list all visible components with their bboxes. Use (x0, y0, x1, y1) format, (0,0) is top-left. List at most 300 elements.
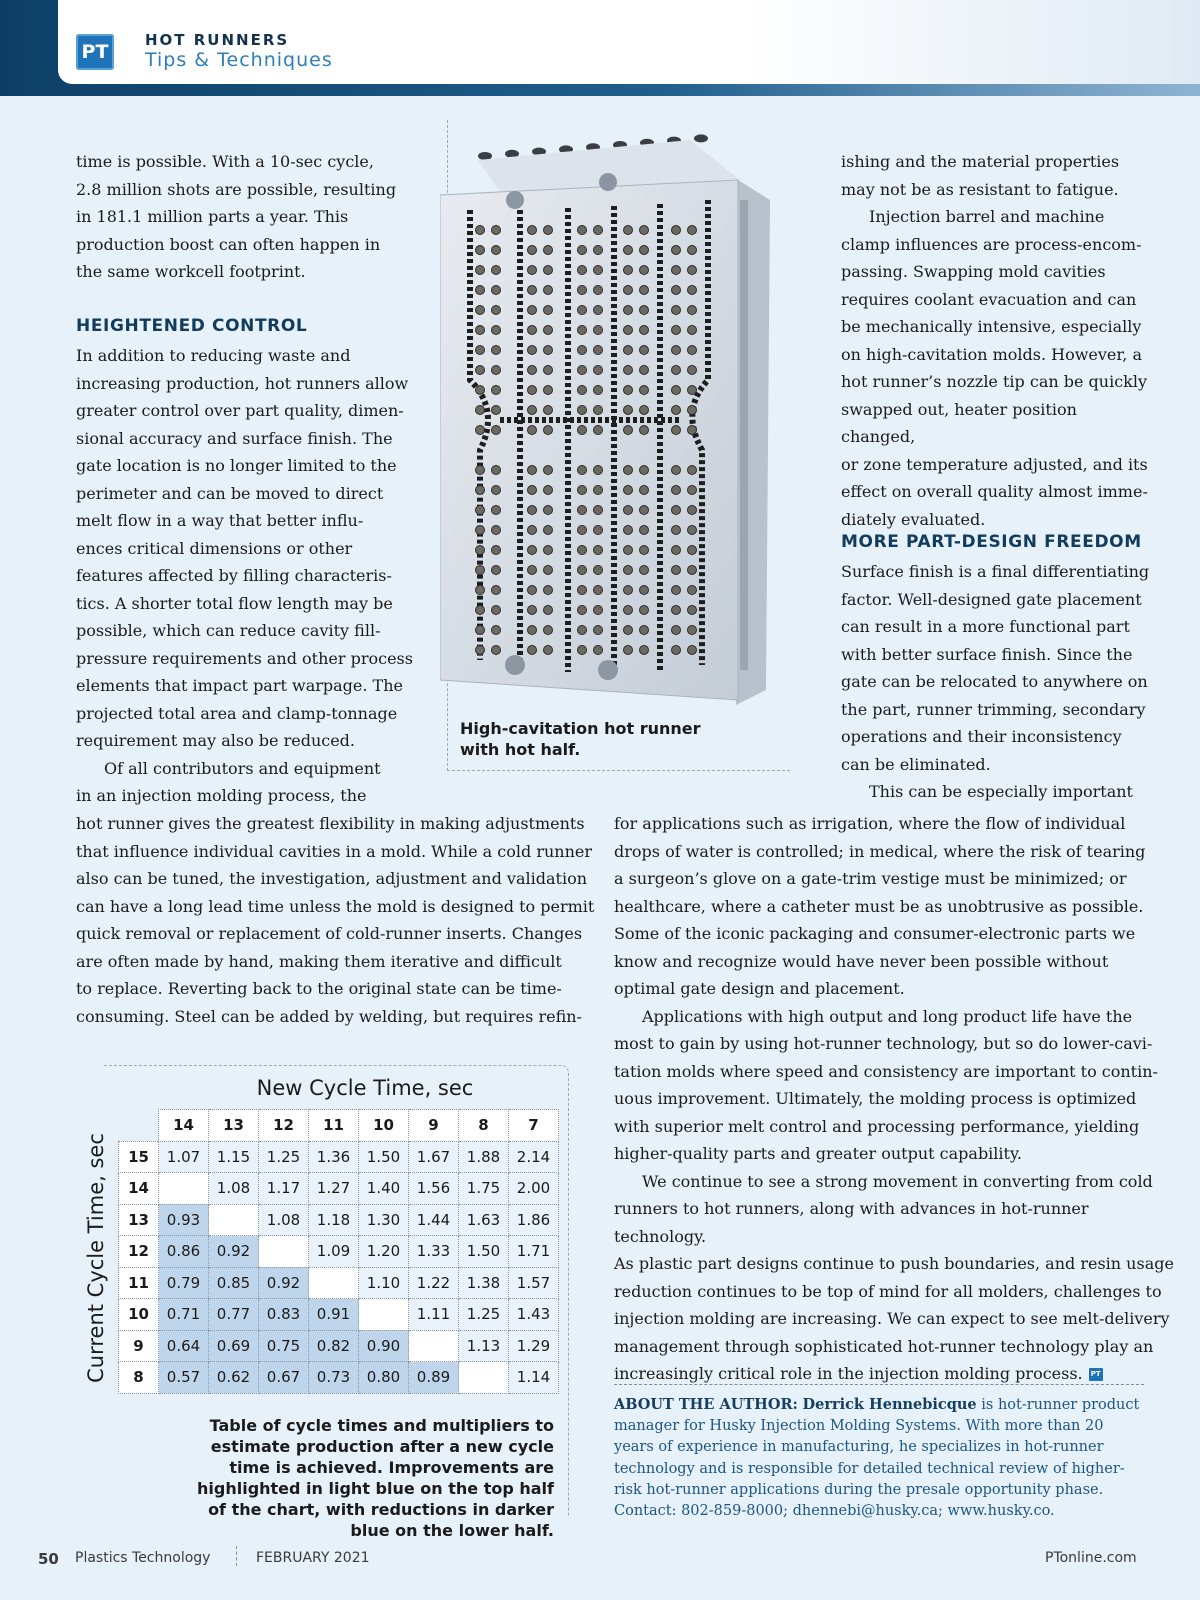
nozzle-tip (688, 246, 697, 255)
column-header: 12 (259, 1110, 309, 1142)
nozzle-tip (640, 386, 649, 395)
table-cell: 1.63 (459, 1204, 509, 1236)
author-label: ABOUT THE AUTHOR: (614, 1396, 798, 1413)
nozzle-tip (640, 506, 649, 515)
nozzle-tip (688, 546, 697, 555)
text-line: tation molds where speed and consistency are important to contin- (614, 1061, 1158, 1081)
nozzle-tip (688, 346, 697, 355)
nozzle-tip (544, 226, 553, 235)
nozzle-tip (476, 306, 485, 315)
text-line: requirement may also be reduced. (76, 731, 355, 750)
table-cell (209, 1204, 259, 1236)
nozzle-tip (476, 566, 485, 575)
nozzle-tip (594, 266, 603, 275)
nozzle-tip (476, 426, 485, 435)
nozzle-tip (476, 386, 485, 395)
nozzle-tip (594, 426, 603, 435)
text-line: possible, which can reduce cavity fill- (76, 621, 381, 640)
text-line: with superior melt control and processing performance, yielding (614, 1116, 1140, 1136)
magazine-name: Plastics Technology (75, 1550, 211, 1566)
table-cell: 1.36 (309, 1141, 359, 1173)
guide-post (598, 660, 618, 680)
nozzle-tip (594, 386, 603, 395)
table-cell: 1.29 (509, 1330, 559, 1362)
text-line: This can be especially important (869, 782, 1133, 801)
nozzle-tip (594, 286, 603, 295)
table-cell: 0.67 (259, 1362, 309, 1394)
nozzle-tip (492, 586, 501, 595)
nozzle-tip (640, 346, 649, 355)
nozzle-tip (640, 226, 649, 235)
nozzle-tip (528, 626, 537, 635)
text-line: quick removal or replacement of cold-runner inserts. Changes (76, 924, 583, 943)
nozzle-tip (476, 506, 485, 515)
nozzle-tip (624, 606, 633, 615)
table-cell: 1.67 (409, 1141, 459, 1173)
text-line: increasing production, hot runners allow (76, 373, 409, 393)
nozzle-tip (672, 346, 681, 355)
nozzle-tip (672, 326, 681, 335)
text-line: requires coolant evacuation and can (841, 289, 1137, 309)
table-cell: 0.80 (359, 1362, 409, 1394)
text-line: hot runner gives the greatest flexibility in making adjustments (76, 814, 585, 833)
nozzle-tip (578, 606, 587, 615)
text-line: for applications such as irrigation, where the flow of individual (614, 814, 1126, 833)
text-line: ishing and the material properties (841, 152, 1120, 171)
nozzle-tip (492, 426, 501, 435)
text-line: pressure requirements and other process (76, 648, 413, 668)
nozzle-tip (578, 426, 587, 435)
nozzle-tip (624, 386, 633, 395)
table-cell: 1.15 (209, 1141, 259, 1173)
table-cell: 0.79 (159, 1267, 209, 1299)
table-row (119, 1236, 559, 1268)
text-line: greater control over part quality, dimen- (76, 401, 404, 420)
table-cell (409, 1330, 459, 1362)
nozzle-tip (476, 226, 485, 235)
nozzle-tip (624, 326, 633, 335)
nozzle-tip (624, 246, 633, 255)
nozzle-tip (578, 566, 587, 575)
nozzle-tip (672, 606, 681, 615)
nozzle-tip (640, 286, 649, 295)
text-line: uous improvement. Ultimately, the molding process is optimized (614, 1089, 1137, 1108)
nozzle-tip (672, 286, 681, 295)
row-header: 8 (119, 1362, 159, 1394)
nozzle-tip (624, 366, 633, 375)
nozzle-tip (688, 326, 697, 335)
table-cell: 0.83 (259, 1299, 309, 1331)
table-caption: Table of cycle times and multipliers to estimate production after a new cycle time is achieved. Improvements are highlighted in light blue on the top half of the chart, with reductions in darker blue on the lower half. (197, 1416, 554, 1540)
table-cell: 1.57 (509, 1267, 559, 1299)
nozzle-tip (476, 286, 485, 295)
nozzle-tip (594, 606, 603, 615)
table-cell: 0.57 (159, 1362, 209, 1394)
text-line: consuming. Steel can be added by welding, but requires refin- (76, 1006, 582, 1026)
row-header: 11 (119, 1267, 159, 1299)
connector-cap (694, 134, 708, 142)
table-cell: 0.89 (409, 1362, 459, 1394)
nozzle-tip (624, 266, 633, 275)
table-cell: 0.64 (159, 1330, 209, 1362)
text-line: with better surface finish. Since the (841, 644, 1133, 664)
nozzle-tip (544, 486, 553, 495)
nozzle-tip (544, 266, 553, 275)
nozzle-tip (492, 266, 501, 275)
nozzle-tip (476, 586, 485, 595)
text-line: sional accuracy and surface finish. The (76, 428, 393, 448)
table-cell: 1.07 (159, 1141, 209, 1173)
nozzle-tip (544, 326, 553, 335)
column-header: 9 (409, 1110, 459, 1142)
author-name: Derrick Hennebicque (802, 1396, 977, 1413)
nozzle-tip (688, 646, 697, 655)
nozzle-tip (544, 466, 553, 475)
text-line: clamp influences are process-encom- (841, 234, 1142, 254)
author-bio: is hot-runner product manager for Husky Injection Molding Systems. With more than 20 years of experience in manufacturing, he specializes in hot-runner technology and is responsible for detailed technical review of higher-risk hot-runner applications during the presale opportunity phase. Contact: 802-859-8000; dhennebi@husky.ca; www.husky.co. (614, 1397, 1140, 1520)
nozzle-tip (624, 546, 633, 555)
nozzle-tip (578, 626, 587, 635)
text-line: Applications with high output and long product life have the (642, 1006, 1133, 1026)
nozzle-tip (476, 486, 485, 495)
table-cell (459, 1362, 509, 1394)
table-cell: 1.22 (409, 1267, 459, 1299)
text-line: Injection barrel and machine (869, 207, 1105, 226)
nozzle-tip (640, 566, 649, 575)
nozzle-tip (594, 306, 603, 315)
nozzle-tip (528, 486, 537, 495)
text-line: factor. Well-designed gate placement (841, 589, 1142, 609)
nozzle-tip (578, 406, 587, 415)
text-line: In addition to reducing waste and (76, 346, 351, 365)
nozzle-tip (594, 346, 603, 355)
nozzle-tip (640, 526, 649, 535)
nozzle-tip (528, 606, 537, 615)
nozzle-tip (640, 246, 649, 255)
nozzle-tip (544, 566, 553, 575)
nozzle-tip (492, 246, 501, 255)
table-cell: 1.71 (509, 1236, 559, 1268)
footer-separator (236, 1546, 237, 1566)
nozzle-tip (688, 606, 697, 615)
table-cell (359, 1299, 409, 1331)
text-line: higher-quality parts and greater output capability. (614, 1144, 1022, 1163)
nozzle-tip (476, 266, 485, 275)
nozzle-tip (492, 226, 501, 235)
nozzle-tip (640, 406, 649, 415)
nozzle-tip (528, 466, 537, 475)
nozzle-tip (476, 606, 485, 615)
nozzle-tip (544, 366, 553, 375)
nozzle-tip (476, 366, 485, 375)
nozzle-tip (594, 646, 603, 655)
text-line: reduction continues to be top of mind for all molders, challenges to (614, 1281, 1162, 1301)
nozzle-tip (544, 586, 553, 595)
nozzle-tip (688, 626, 697, 635)
table-cell: 0.85 (209, 1267, 259, 1299)
table-cell: 1.43 (509, 1299, 559, 1331)
nozzle-tip (528, 546, 537, 555)
text-line: the same workcell footprint. (76, 262, 306, 281)
nozzle-tip (528, 226, 537, 235)
right-column-wide (614, 810, 1174, 1388)
nozzle-tip (578, 286, 587, 295)
nozzle-tip (672, 246, 681, 255)
table-cell: 1.88 (459, 1141, 509, 1173)
nozzle-tip (688, 506, 697, 515)
text-line: the part, runner trimming, secondary (841, 699, 1146, 719)
text-line-end: increasingly critical role in the injection molding process. (614, 1364, 1083, 1383)
table-cell: 0.69 (209, 1330, 259, 1362)
table-cell: 1.20 (359, 1236, 409, 1268)
text-line: Of all contributors and equipment (104, 758, 381, 778)
nozzle-tip (544, 406, 553, 415)
nozzle-tip (492, 346, 501, 355)
nozzle-tip (624, 406, 633, 415)
side-rail (740, 200, 748, 670)
nozzle-tip (528, 386, 537, 395)
nozzle-tip (492, 546, 501, 555)
nozzle-tip (492, 566, 501, 575)
hot-runner-photo (440, 120, 790, 710)
right-column-top (841, 148, 1151, 533)
nozzle-tip (528, 646, 537, 655)
text-line: runners to hot runners, along with advances in hot-runner technology. (614, 1199, 1089, 1246)
nozzle-tip (492, 646, 501, 655)
text-line: tics. A shorter total flow length may be (76, 593, 393, 613)
table-cell: 0.90 (359, 1330, 409, 1362)
table-title: New Cycle Time, sec (256, 1076, 474, 1100)
nozzle-tip (476, 526, 485, 535)
text-line: also can be tuned, the investigation, adjustment and validation (76, 869, 588, 888)
text-line: can result in a more functional part (841, 617, 1130, 636)
nozzle-tip (624, 646, 633, 655)
text-line: diately evaluated. (841, 509, 986, 529)
nozzle-tip (624, 586, 633, 595)
table-cell: 1.18 (309, 1204, 359, 1236)
section-title: HOT RUNNERS (145, 31, 290, 49)
table-cell: 1.08 (209, 1173, 259, 1205)
nozzle-tip (528, 326, 537, 335)
nozzle-tip (492, 286, 501, 295)
table-row (119, 1173, 559, 1205)
nozzle-tip (672, 266, 681, 275)
table-cell: 1.08 (259, 1204, 309, 1236)
website: PTonline.com (1045, 1550, 1137, 1566)
table-cell: 0.77 (209, 1299, 259, 1331)
text-line: in 181.1 million parts a year. This (76, 207, 349, 226)
nozzle-tip (640, 426, 649, 435)
nozzle-tip (544, 546, 553, 555)
nozzle-tip (594, 546, 603, 555)
nozzle-tip (672, 466, 681, 475)
nozzle-tip (476, 626, 485, 635)
table-cell: 1.11 (409, 1299, 459, 1331)
nozzle-tip (688, 286, 697, 295)
nozzle-tip (578, 486, 587, 495)
table-row (119, 1299, 559, 1331)
text-line: drops of water is controlled; in medical, where the risk of tearing (614, 841, 1146, 861)
nozzle-tip (640, 646, 649, 655)
nozzle-tip (672, 646, 681, 655)
nozzle-tip (640, 306, 649, 315)
nozzle-tip (578, 466, 587, 475)
text-line: be mechanically intensive, especially (841, 317, 1142, 336)
nozzle-tip (640, 326, 649, 335)
table-cell: 0.92 (209, 1236, 259, 1268)
nozzle-tip (578, 646, 587, 655)
nozzle-tip (672, 306, 681, 315)
table-cell: 1.30 (359, 1204, 409, 1236)
heading-part-design-freedom: MORE PART-DESIGN FREEDOM (841, 532, 1142, 552)
table-cell: 2.00 (509, 1173, 559, 1205)
nozzle-tip (624, 306, 633, 315)
left-column-control (76, 342, 436, 810)
nozzle-tip (492, 406, 501, 415)
nozzle-tip (672, 506, 681, 515)
text-line: may not be as resistant to fatigue. (841, 179, 1119, 199)
table-cell: 1.17 (259, 1173, 309, 1205)
nozzle-tip (594, 506, 603, 515)
table-cell: 1.75 (459, 1173, 509, 1205)
table-cell: 0.91 (309, 1299, 359, 1331)
nozzle-tip (578, 546, 587, 555)
nozzle-tip (640, 266, 649, 275)
text-line: can be eliminated. (841, 754, 991, 774)
text-line: Surface finish is a final differentiating (841, 562, 1150, 581)
nozzle-tip (492, 626, 501, 635)
nozzle-tip (544, 646, 553, 655)
nozzle-tip (492, 606, 501, 615)
nozzle-tip (688, 426, 697, 435)
nozzle-tip (624, 566, 633, 575)
text-line: effect on overall quality almost imme- (841, 482, 1148, 501)
table-cell: 1.09 (309, 1236, 359, 1268)
text-line: optimal gate design and placement. (614, 979, 905, 998)
table-cell: 1.14 (509, 1362, 559, 1394)
table-cell: 1.27 (309, 1173, 359, 1205)
nozzle-tip (688, 566, 697, 575)
photo-caption: High-cavitation hot runner with hot half. (460, 719, 701, 759)
text-line: gate location is no longer limited to the (76, 456, 397, 475)
table-cell: 1.44 (409, 1204, 459, 1236)
table-cell: 0.75 (259, 1330, 309, 1362)
section-subtitle: Tips & Techniques (145, 49, 333, 71)
nozzle-tip (688, 366, 697, 375)
table-cell: 1.33 (409, 1236, 459, 1268)
nozzle-tip (672, 626, 681, 635)
nozzle-tip (640, 626, 649, 635)
nozzle-tip (528, 366, 537, 375)
left-column-wide (76, 810, 596, 1030)
text-line: operations and their inconsistency (841, 727, 1122, 746)
nozzle-tip (624, 506, 633, 515)
table-cell: 1.13 (459, 1330, 509, 1362)
issue-date: FEBRUARY 2021 (256, 1550, 370, 1566)
table-cell (159, 1173, 209, 1205)
nozzle-tip (492, 466, 501, 475)
guide-post (599, 173, 617, 191)
nozzle-tip (578, 586, 587, 595)
nozzle-tip (578, 226, 587, 235)
nozzle-tip (528, 506, 537, 515)
nozzle-tip (688, 526, 697, 535)
nozzle-tip (578, 506, 587, 515)
nozzle-tip (624, 286, 633, 295)
text-line: melt flow in a way that better influ- (76, 511, 364, 530)
table-cell: 0.62 (209, 1362, 259, 1394)
nozzle-tip (544, 526, 553, 535)
nozzle-tip (476, 646, 485, 655)
text-line: ences critical dimensions or other (76, 538, 353, 558)
nozzle-tip (594, 246, 603, 255)
nozzle-tip (624, 526, 633, 535)
table-row (119, 1267, 559, 1299)
table-cell (309, 1267, 359, 1299)
nozzle-tip (640, 606, 649, 615)
nozzle-tip (544, 626, 553, 635)
nozzle-tip (578, 366, 587, 375)
nozzle-tip (672, 426, 681, 435)
nozzle-tip (528, 426, 537, 435)
nozzle-tip (672, 366, 681, 375)
nozzle-tip (528, 586, 537, 595)
nozzle-tip (578, 306, 587, 315)
nozzle-tip (528, 346, 537, 355)
text-line: production boost can often happen in (76, 234, 381, 254)
text-line: that influence individual cavities in a mold. While a cold runner (76, 841, 593, 861)
nozzle-tip (624, 226, 633, 235)
table-cell: 1.25 (259, 1141, 309, 1173)
nozzle-tip (528, 306, 537, 315)
nozzle-tip (594, 406, 603, 415)
nozzle-tip (640, 586, 649, 595)
nozzle-tip (476, 546, 485, 555)
guide-post (506, 191, 524, 209)
nozzle-tip (688, 306, 697, 315)
table-cell: 1.50 (359, 1141, 409, 1173)
table-row (119, 1204, 559, 1236)
nozzle-tip (492, 366, 501, 375)
nozzle-tip (640, 366, 649, 375)
nozzle-tip (624, 466, 633, 475)
table-cell: 1.25 (459, 1299, 509, 1331)
text-line: in an injection molding process, the (76, 786, 367, 805)
table-y-label-text: Current Cycle Time, sec (84, 1133, 108, 1383)
nozzle-tip (528, 566, 537, 575)
table-cell: 1.40 (359, 1173, 409, 1205)
author-divider (614, 1384, 1144, 1385)
table-cell: 0.73 (309, 1362, 359, 1394)
nozzle-tip (640, 546, 649, 555)
nozzle-tip (578, 326, 587, 335)
table-cell: 1.38 (459, 1267, 509, 1299)
nozzle-tip (688, 406, 697, 415)
column-header: 11 (309, 1110, 359, 1142)
nozzle-tip (492, 526, 501, 535)
nozzle-tip (688, 466, 697, 475)
nozzle-tip (544, 286, 553, 295)
nozzle-tip (672, 586, 681, 595)
nozzle-tip (672, 526, 681, 535)
nozzle-tip (594, 566, 603, 575)
nozzle-tip (624, 486, 633, 495)
nozzle-tip (528, 286, 537, 295)
text-line: features affected by filling characteris- (76, 566, 392, 585)
table-row (119, 1362, 559, 1394)
nozzle-tip (672, 226, 681, 235)
nozzle-tip (492, 506, 501, 515)
